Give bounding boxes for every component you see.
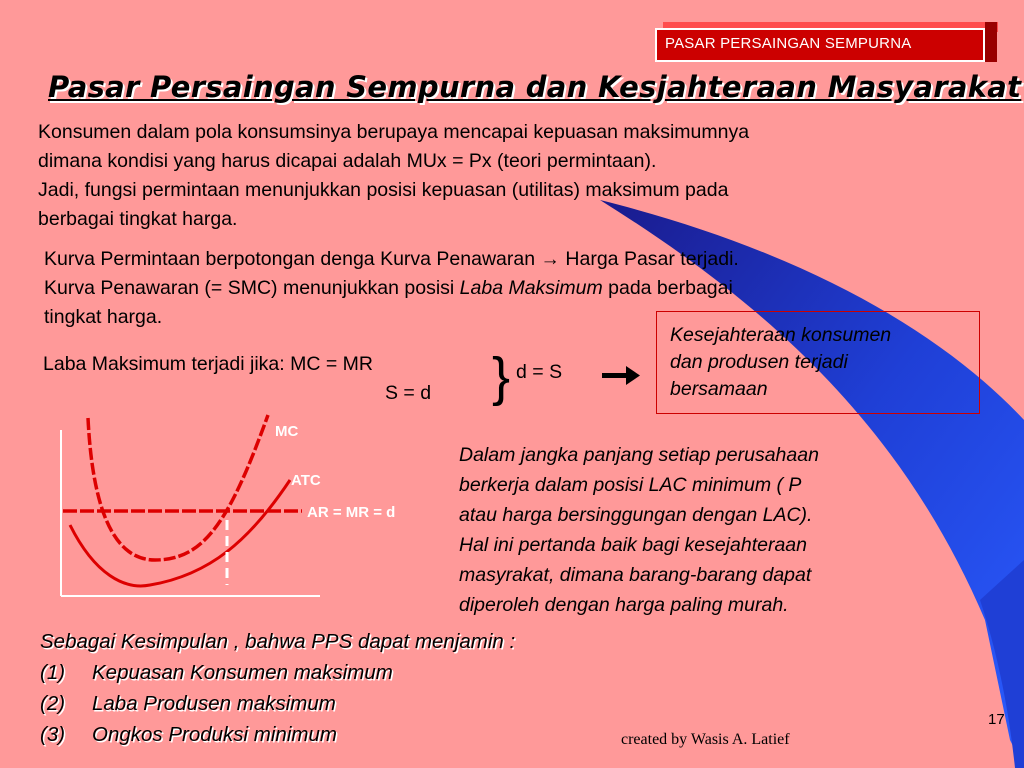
arrow-right-icon — [602, 364, 642, 388]
conclusion-item-number: (1) — [40, 661, 66, 684]
italic-emphasis: Laba Maksimum — [459, 277, 603, 299]
text-fragment: pada berbagai — [602, 277, 733, 299]
text-fragment: Kurva Penawaran (= SMC) menunjukkan posisi — [44, 277, 460, 299]
ar-mr-d-label: AR = MR = d — [307, 504, 396, 521]
paragraph-line: berbagai tingkat harga. — [38, 208, 238, 230]
conclusion-item-number: (3) — [40, 723, 66, 746]
cost-curves-chart — [0, 400, 440, 610]
paragraph-line — [44, 245, 739, 274]
welfare-box-text — [670, 322, 891, 403]
welfare-line: bersamaan — [670, 378, 768, 400]
slide-title: Pasar Persaingan Sempurna dan Kesjahteraan Masyarakat — [48, 70, 1022, 104]
condition-result: d = S — [516, 361, 563, 383]
paragraph-line: tingkat harga. — [44, 306, 163, 328]
conclusion-item-text: Ongkos Produksi minimum — [92, 723, 337, 746]
right-brace: } — [492, 347, 511, 407]
header-tag — [655, 18, 1000, 62]
arrow-right-icon: → — [540, 248, 560, 270]
condition-line-1: Laba Maksimum terjadi jika: MC = MR — [43, 353, 373, 375]
author-credit: created by Wasis A. Latief — [621, 731, 790, 748]
atc-curve — [70, 480, 290, 586]
conclusion-item-text: Laba Produsen maksimum — [92, 692, 336, 715]
page-number: 17 — [988, 711, 1005, 728]
welfare-line: Kesejahteraan konsumen — [670, 324, 892, 346]
long-run-line: atau harga bersinggungan dengan LAC). — [459, 504, 813, 526]
text-fragment: Kurva Permintaan berpotongan denga Kurva Penawaran — [44, 248, 541, 270]
conclusion — [40, 626, 515, 750]
paragraph-line — [44, 274, 739, 303]
welfare-box — [656, 311, 980, 414]
welfare-line: dan produsen terjadi — [670, 351, 848, 373]
long-run-line: diperoleh dengan harga paling murah. — [459, 594, 789, 616]
conclusion-item — [40, 688, 515, 719]
long-run-text — [459, 440, 819, 620]
paragraph-consumer — [38, 118, 749, 234]
text-fragment: Harga Pasar terjadi. — [560, 248, 739, 270]
paragraph-line: Jadi, fungsi permintaan menunjukkan posisi kepuasan (utilitas) maksimum pada — [38, 179, 729, 201]
paragraph-market — [44, 245, 739, 332]
header-tag-text: PASAR PERSAINGAN SEMPURNA — [665, 35, 912, 52]
conclusion-item — [40, 657, 515, 688]
condition-line-2: S = d — [385, 382, 432, 404]
long-run-line: masyrakat, dimana barang-barang dapat — [459, 564, 812, 586]
long-run-line: berkerja dalam posisi LAC minimum ( P — [459, 474, 802, 496]
conclusion-item-text: Kepuasan Konsumen maksimum — [92, 661, 393, 684]
paragraph-line: dimana kondisi yang harus dicapai adalah MUx = Px (teori permintaan). — [38, 150, 657, 172]
long-run-line: Dalam jangka panjang setiap perusahaan — [459, 444, 819, 466]
conclusion-item-number: (2) — [40, 692, 66, 715]
mc-label: MC — [275, 423, 299, 440]
header-tag-side — [985, 22, 997, 62]
conclusion-heading: Sebagai Kesimpulan , bahwa PPS dapat menjamin : — [40, 630, 516, 653]
long-run-line: Hal ini pertanda baik bagi kesejahteraan — [459, 534, 807, 556]
paragraph-line: Konsumen dalam pola konsumsinya berupaya mencapai kepuasan maksimumnya — [38, 121, 750, 143]
conclusion-item — [40, 719, 515, 750]
atc-label: ATC — [291, 472, 321, 489]
